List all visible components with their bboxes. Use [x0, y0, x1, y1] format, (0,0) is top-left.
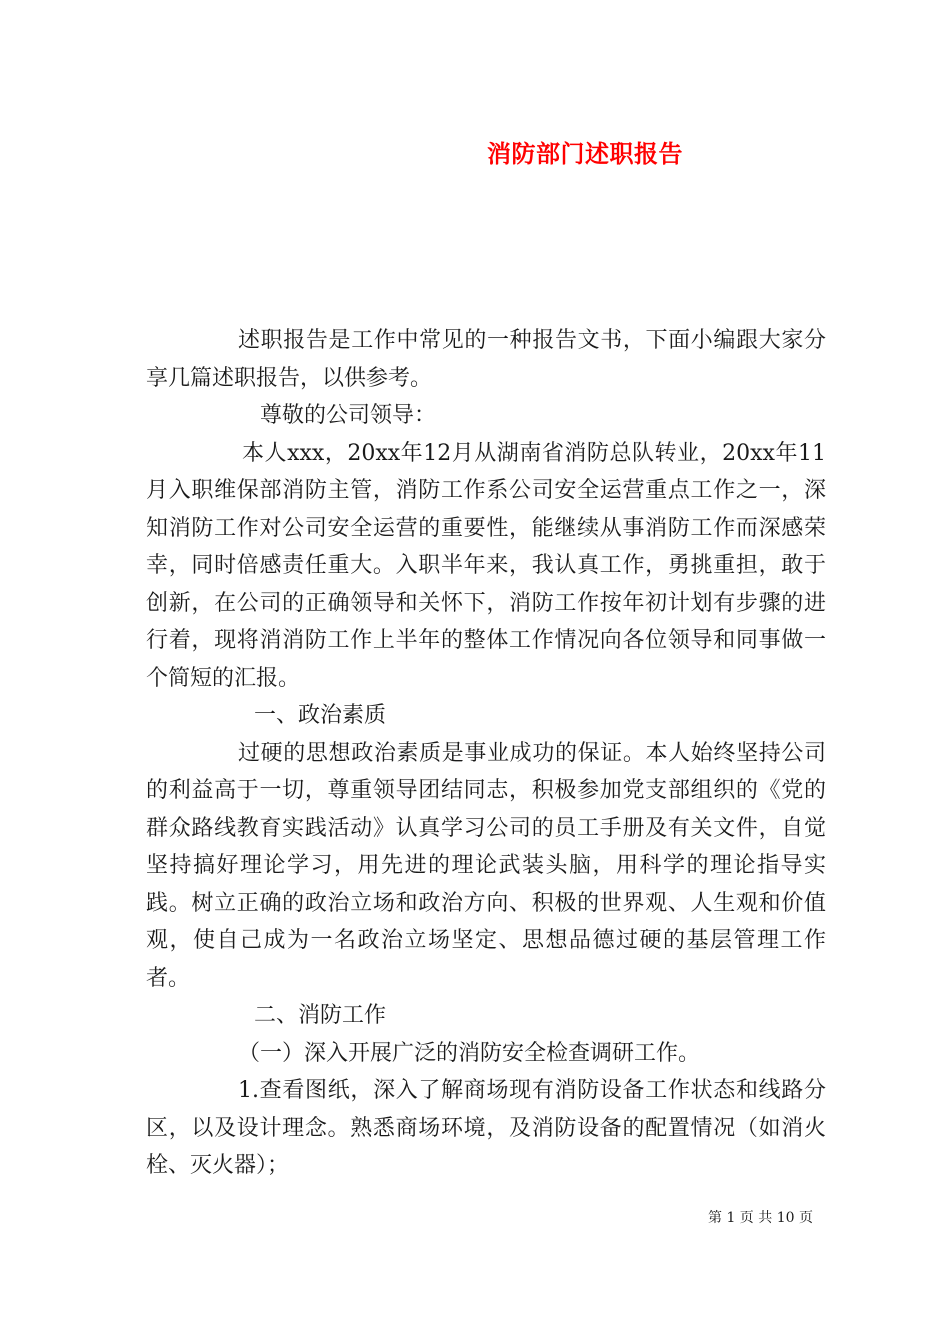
title-area — [0, 0, 950, 200]
paragraph-self-introduction: 本人xxx，20xx年12月从湖南省消防总队转业，20xx年11月入职维保部消防主管，消防工作系公司安全运营重点工作之一，深知消防工作对公司安全运营的重要性，能继续从事消防工作而深感荣幸，同时倍感责任重大。入职半年来，我认真工作，勇挑重担，敢于创新，在公司的正确领导和关怀下，消防工作按年初计划有步骤的进行着，现将消消防工作上半年的整体工作情况向各位领导和同事做一个简短的汇报。 — [146, 440, 826, 691]
intro-paragraph: 述职报告是工作中常见的一种报告文书，下面小编跟大家分享几篇述职报告，以供参考。 — [146, 328, 826, 391]
document-body — [146, 322, 826, 1185]
page-number: 第 1 页 共 10 页 — [708, 1210, 813, 1226]
paragraph-item-1: 1.查看图纸，深入了解商场现有消防设备工作状态和线路分区，以及设计理念。熟悉商场环境，及消防设备的配置情况（如消火栓、灭火器）； — [146, 1078, 826, 1178]
document-title: 消防部门述职报告 — [487, 139, 683, 168]
section-heading-political: 一、政治素质 — [254, 703, 387, 728]
section-heading-fire-work: 二、消防工作 — [254, 1003, 387, 1028]
salutation: 尊敬的公司领导： — [260, 403, 437, 428]
paragraph-political: 过硬的思想政治素质是事业成功的保证。本人始终坚持公司的利益高于一切，尊重领导团结同志，积极参加党支部组织的《党的群众路线教育实践活动》认真学习公司的员工手册及有关文件，自觉坚持搞好理论学习，用先进的理论武装头脑，用科学的理论指导实践。树立正确的政治立场和政治方向、积极的世界观、人生观和价值观，使自己成为一名政治立场坚定、思想品德过硬的基层管理工作者。 — [146, 740, 826, 991]
subsection-heading-inspection: （一）深入开展广泛的消防安全检查调研工作。 — [238, 1040, 701, 1066]
